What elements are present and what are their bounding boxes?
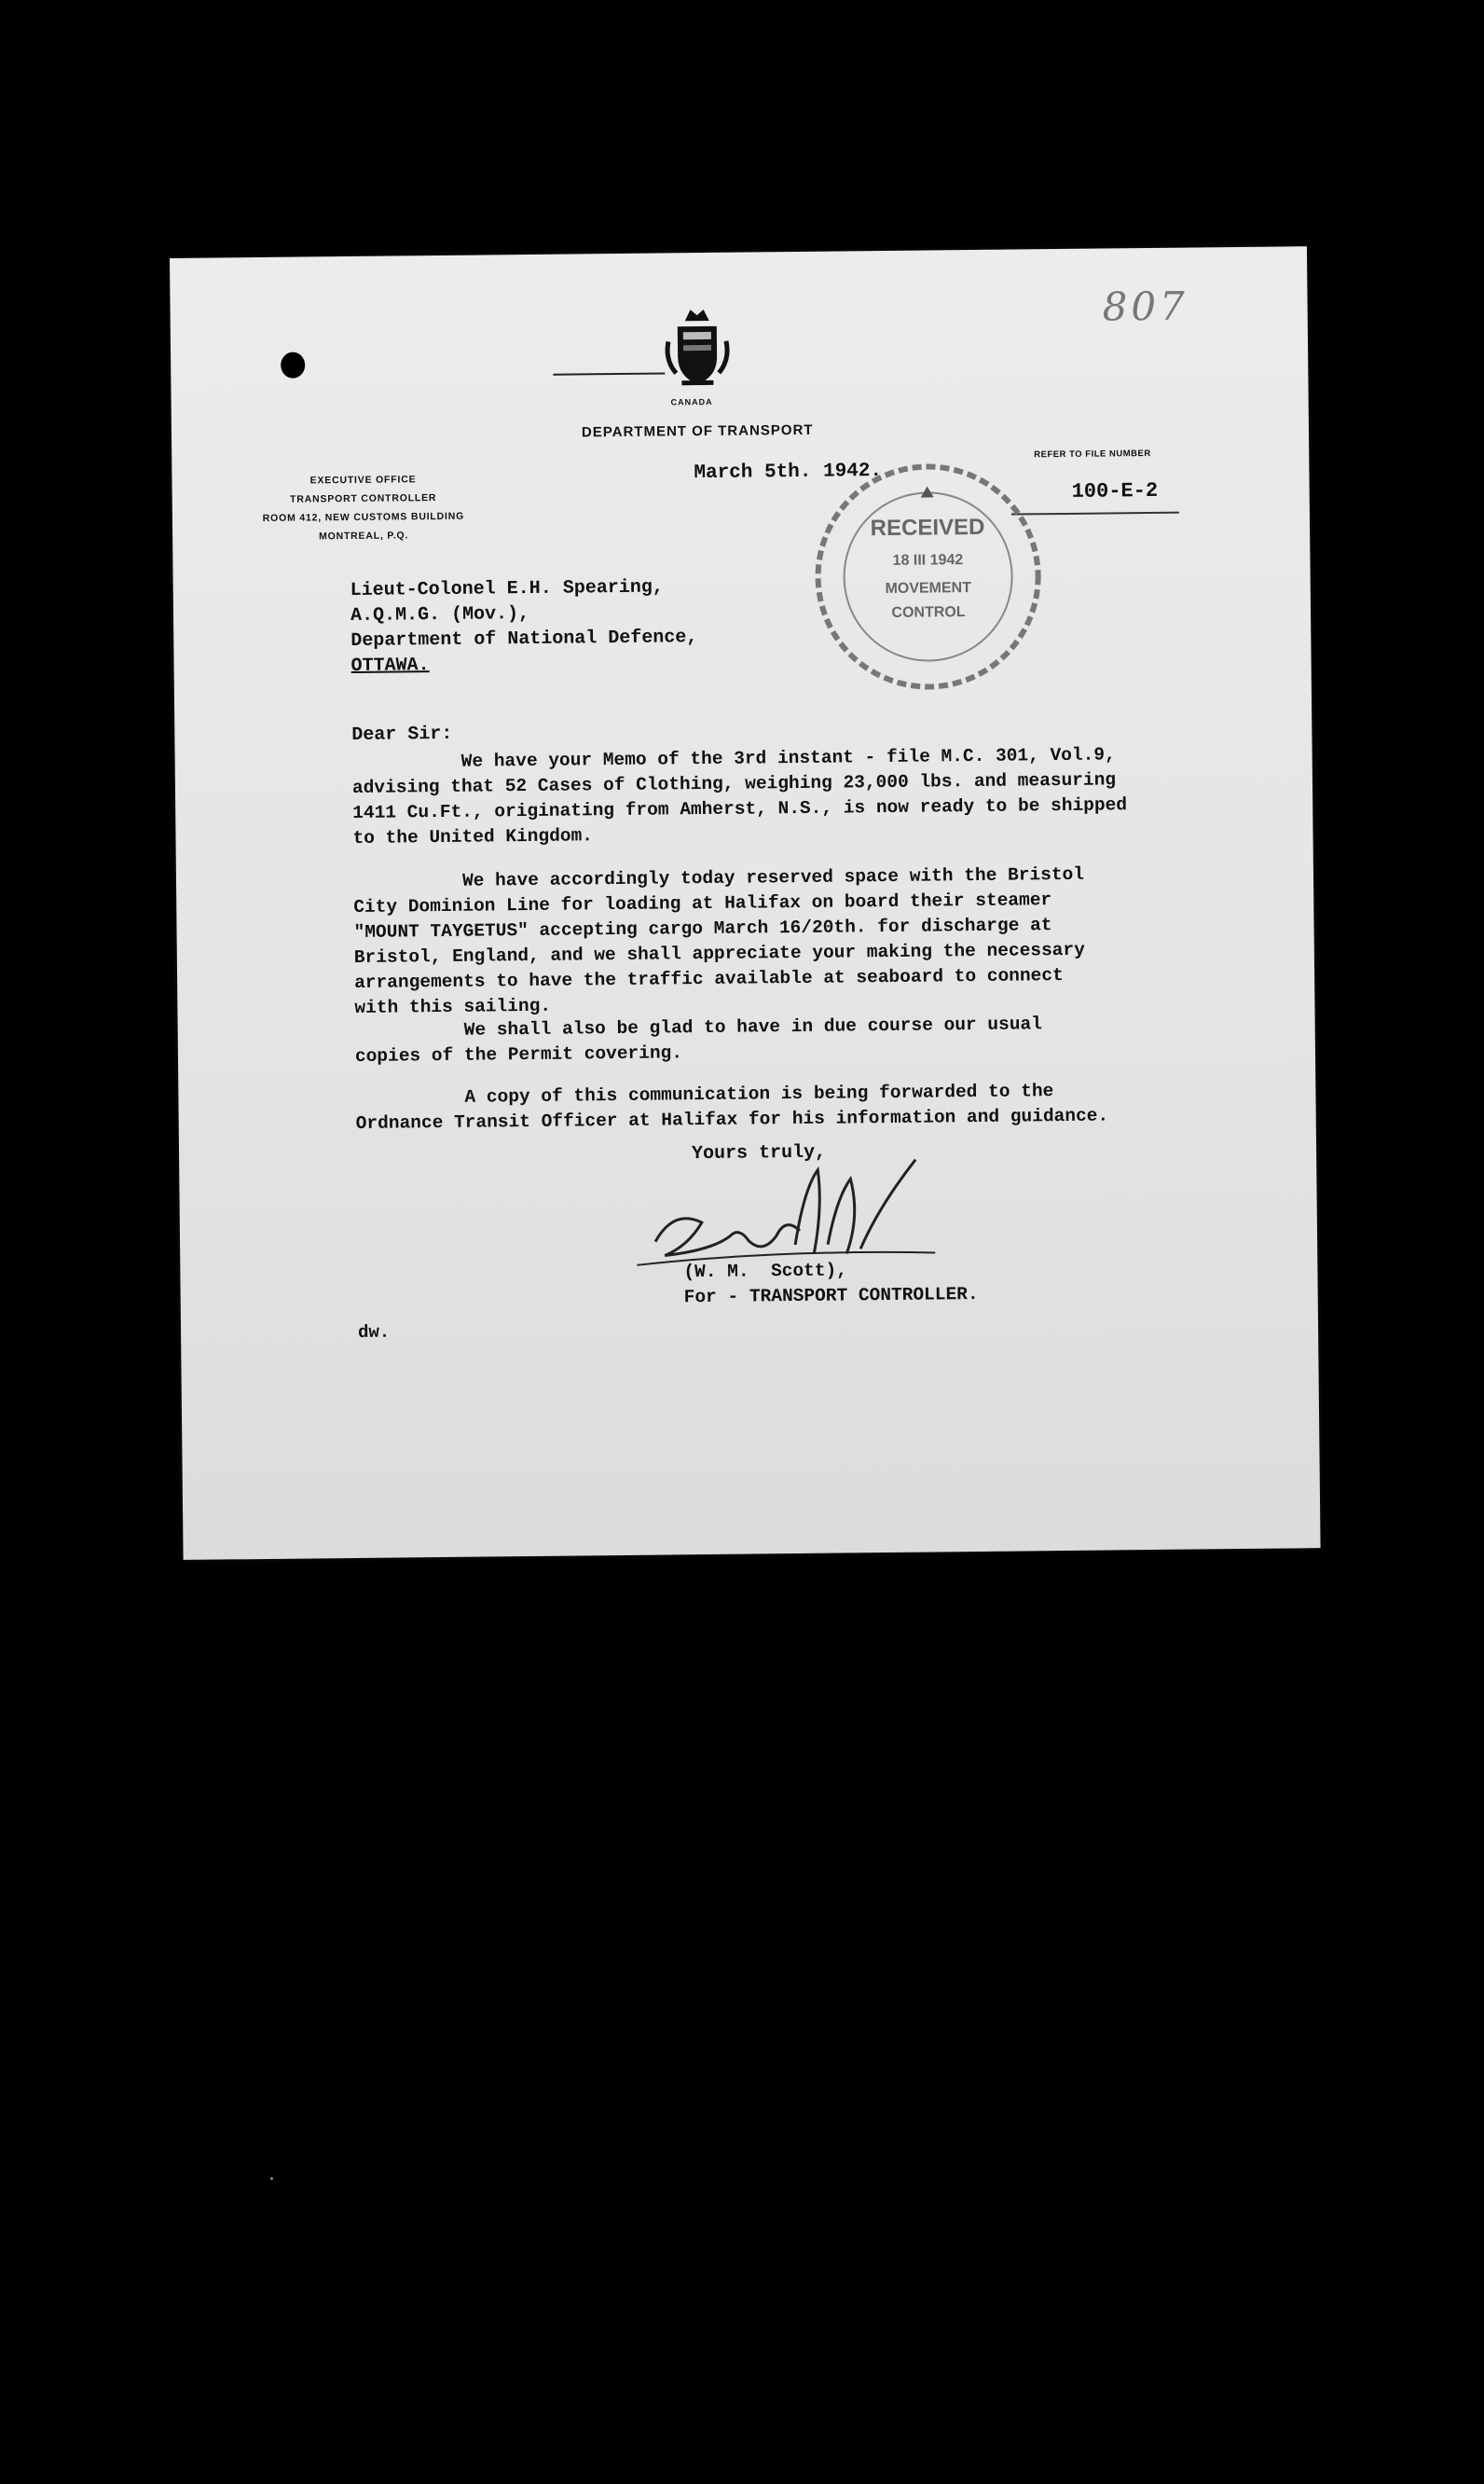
exec-line: ROOM 412, NEW CUSTOMS BUILDING <box>262 510 465 524</box>
executive-office-block <box>237 469 489 546</box>
coat-of-arms-icon <box>665 304 731 389</box>
addressee-line: Lieut-Colonel E.H. Spearing, <box>350 576 664 601</box>
addressee-line: A.Q.M.G. (Mov.), <box>350 602 530 627</box>
stamp-received: RECEIVED <box>870 514 985 542</box>
stamp-line2: MOVEMENT <box>885 580 972 597</box>
crest-rule <box>553 372 665 375</box>
department-name: DEPARTMENT OF TRANSPORT <box>581 421 814 441</box>
body-paragraph: We shall also be glad to have in due course our usual copies of the Permit covering. <box>354 1014 1043 1067</box>
addressee-city: OTTAWA. <box>350 655 430 677</box>
country-label: CANADA <box>670 396 713 407</box>
archive-number: 807 <box>1102 283 1189 330</box>
exec-line: TRANSPORT CONTROLLER <box>290 492 437 505</box>
body-paragraph: We have accordingly today reserved space with the Bristol City Dominion Line for loading at Halifax on board their steamer "MOUNT TAYGETUS" accepting cargo March 16/20th. for discharge at Bristol, England, and we shall appreciate your making the necessary arrangements to have the traffic available at seaboard to connect with this sailing. <box>352 863 1085 1018</box>
addressee-line: Department of National Defence, <box>350 627 698 652</box>
file-number: 100-E-2 <box>1071 478 1159 504</box>
received-stamp <box>810 459 1046 695</box>
body-paragraph: We have your Memo of the 3rd instant - file M.C. 301, Vol.9, advising that 52 Cases of Clothing, weighing 23,000 lbs. and measuring 1411 Cu.Ft., originating from Amherst, N.S., is now ready to be shipped to the United Kingdom. <box>351 744 1128 849</box>
signer-name: (W. M. Scott), <box>683 1260 848 1283</box>
refer-file-label: REFER TO FILE NUMBER <box>1034 448 1151 461</box>
letter-page <box>170 246 1321 1560</box>
maple-leaf-icon <box>921 486 934 497</box>
stamp-line3: CONTROL <box>891 604 966 621</box>
dust-speck <box>270 2177 273 2180</box>
stamp-date: 18 III 1942 <box>892 552 964 569</box>
typist-initials: dw. <box>357 1321 391 1343</box>
exec-line: EXECUTIVE OFFICE <box>309 474 417 487</box>
exec-line: MONTREAL, P.Q. <box>318 530 409 543</box>
closing: Yours truly, <box>691 1141 827 1166</box>
salutation: Dear Sir: <box>351 723 453 746</box>
addressee-block <box>350 574 698 679</box>
letter-date: March 5th. 1942. <box>694 461 883 485</box>
signer-block <box>683 1257 979 1310</box>
body-paragraph: A copy of this communication is being forwarded to the Ordnance Transit Officer at Halifax for his information and guidance. <box>355 1081 1109 1134</box>
signer-title: For - TRANSPORT CONTROLLER. <box>683 1283 979 1308</box>
punch-hole <box>281 352 305 378</box>
